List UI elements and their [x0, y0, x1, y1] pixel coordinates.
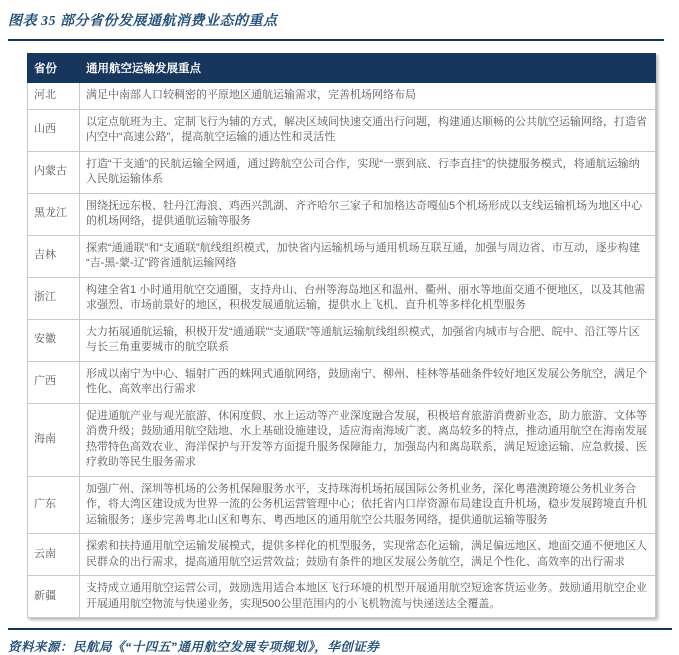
- detail-cell: 形成以南宁为中心、辐射广西的蛛网式通航网络，鼓励南宁、柳州、桂林等基础条件较好地区发展公务航空，满足个性化、高效率出行需求: [80, 361, 656, 403]
- table-row: [28, 83, 656, 110]
- table-row: [28, 319, 656, 361]
- province-cell: 广东: [28, 476, 80, 534]
- province-cell: 云南: [28, 534, 80, 576]
- table-row: [28, 235, 656, 277]
- detail-cell: 大力拓展通航运输，积极开发“通通联”“支通联”等通航运输航线组织模式，加强省内城市与合肥、皖中、沿江等片区与长三角重要城市的航空联系: [80, 319, 656, 361]
- table-row: [28, 151, 656, 193]
- detail-cell: 打造“干支通”的民航运输全网通，通过跨航空公司合作，实现“一票到底、行李直挂”的快捷服务模式，将通航运输纳入民航运输体系: [80, 151, 656, 193]
- detail-cell: 支持成立通用航空运营公司，鼓励选用适合本地区飞行环境的机型开展通用航空短途客货运业务。鼓励通用航空企业开展通用航空物流与快递业务，实现500公里范围内的小飞机物流与快递送达全覆盖。: [80, 576, 656, 618]
- figure-title: 图表 35 部分省份发展通航消费业态的重点: [8, 14, 278, 29]
- province-cell: 安徽: [28, 319, 80, 361]
- province-cell: 内蒙古: [28, 151, 80, 193]
- table-row: [28, 534, 656, 576]
- footer-divider: [8, 628, 672, 630]
- province-cell: 河北: [28, 83, 80, 110]
- table-row: [28, 109, 656, 151]
- table-header: [28, 54, 656, 83]
- detail-cell: 满足中南部人口较稠密的平原地区通航运输需求，完善机场网络布局: [80, 83, 656, 110]
- province-cell: 山西: [28, 109, 80, 151]
- header-cell-focus: 通用航空运输发展重点: [80, 54, 656, 83]
- title-divider: [8, 39, 664, 41]
- province-table-container: [27, 53, 656, 618]
- province-cell: 新疆: [28, 576, 80, 618]
- detail-cell: 围绕抚远东极、牡丹江海浪、鸡西兴凯湖、齐齐哈尔三家子和加格达奇嘎仙5个机场形成以支线运输机场为地区中心的机场网络，提供通航运输等服务: [80, 193, 656, 235]
- header-cell-province: 省份: [28, 54, 80, 83]
- detail-cell: 促进通航产业与观光旅游、休闲度假、水上运动等产业深度融合发展，积极培育旅游消费新业态，助力旅游、文体等消费升级；鼓励通用航空陆地、水上基础设施建设，适应海南海域广袤、离岛较多的特点，推动通用航空在海南发展热带特色高效农业、海洋保护与开发等方面提升服务保障能力，加强岛内和离岛联系，满足短途运输、应急救援、医疗救助等民生服务需求: [80, 403, 656, 476]
- detail-cell: 加强广州、深圳等机场的公务机保障服务水平，支持珠海机场拓展国际公务机业务，深化粤港澳跨境公务机业务合作，将大湾区建设成为世界一流的公务机运营管理中心；依托省内口岸资源布局建设直升机场，稳步发展跨境直升机运输服务；逐步完善粤北山区和粤东、粤西地区的通用航空公共服务网络，提供通航运输等服务: [80, 476, 656, 534]
- table-row: [28, 403, 656, 476]
- table-row: [28, 576, 656, 618]
- detail-cell: 以定点航班为主、定制飞行为辅的方式，解决区域间快速交通出行问题，构建通达顺畅的公共航空运输网络，打造省内空中“高速公路”，提高航空运输的通达性和灵活性: [80, 109, 656, 151]
- province-cell: 黑龙江: [28, 193, 80, 235]
- table-row: [28, 476, 656, 534]
- province-focus-table: [27, 53, 656, 618]
- detail-cell: 探索“通通联”和“支通联”航线组织模式，加快省内运输机场与通用机场互联互通，加强与周边省、市互动，逐步构建“吉-黑-蒙-辽”跨省通航运输网络: [80, 235, 656, 277]
- province-cell: 海南: [28, 403, 80, 476]
- detail-cell: 构建全省1 小时通用航空交通圈，支持舟山、台州等海岛地区和温州、衢州、丽水等地面交通不便地区，以及其他需求强烈、市场前景好的地区，积极发展通航运输，提供水上飞机、直升机等多样化机型服务: [80, 277, 656, 319]
- source-note: 资料来源：民航局《“十四五”通用航空发展专项规划》，华创证券: [8, 640, 380, 654]
- table-row: [28, 361, 656, 403]
- table-row: [28, 193, 656, 235]
- province-cell: 浙江: [28, 277, 80, 319]
- province-cell: 吉林: [28, 235, 80, 277]
- table-body: [28, 83, 656, 618]
- province-cell: 广西: [28, 361, 80, 403]
- table-row: [28, 277, 656, 319]
- table-header-row: [28, 54, 656, 83]
- detail-cell: 探索和扶持通用航空运输发展模式，提供多样化的机型服务，实现常态化运输，满足偏远地区、地面交通不便地区人民群众的出行需求，提高通用航空运营效益；鼓励有条件的地区发展公务航空，满足个性化、高效率的出行需求: [80, 534, 656, 576]
